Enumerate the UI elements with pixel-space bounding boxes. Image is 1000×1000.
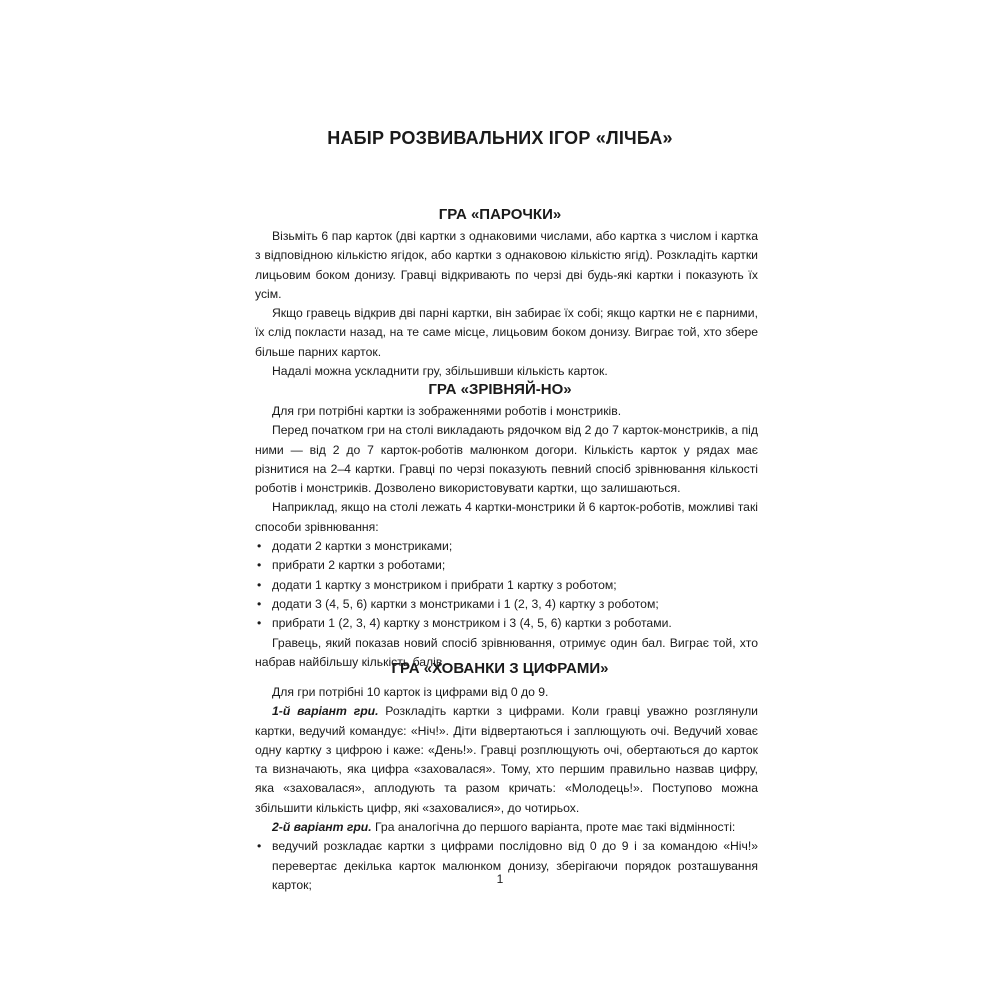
variant-1-label: 1-й варіант гри. [272,704,379,719]
list-item: • ведучий розкладає картки з цифрами послідовно від 0 до 9 і за командою «Ніч!» перевертає декілька карток малюнком донизу, зберігаючи порядок розташування карток; [257,839,758,892]
bullet-icon: • [257,616,262,631]
paragraph: Надалі можна ускладнити гру, збільшивши кількість карток. [272,364,608,379]
list-item: • додати 1 картку з монстриком і прибрати 1 картку з роботом; [255,576,758,595]
variant-1-text: Розкладіть картки з цифрами. Коли гравці уважно розглянули картки, ведучий командує: «Ніч!». Діти відвертаються і заплющують очі. Ведучий ховає одну картку з цифрою і каже: «День!». Гравці розплющують очі, обертаються до карток та визначають, яка цифра «заховалася». Тому, хто першим правильно назвав цифру, яка «заховалася», аплодують та разом кричать: «Молодець!». Поступово можна збільшити кількість цифр, які «заховалися», до чотирьох. [255,704,758,815]
paragraph-variant-2 [255,818,758,837]
page-title: НАБІР РОЗВИВАЛЬНИХ ІГОР «ЛІЧБА» [327,128,673,148]
section-body-khovanky [255,683,758,895]
paragraph: Для гри потрібні 10 карток із цифрами від 0 до 9. [272,685,549,699]
bullet-icon: • [257,577,262,592]
paragraph: Для гри потрібні картки із зображеннями роботів і монстриків. [272,404,622,418]
paragraph: Якщо гравець відкрив дві парні картки, він забирає їх собі; якщо картки не є парними, їх слід покласти назад, на те саме місце, лицьовим боком донизу. Виграє той, хто збере більше парних карток. [255,306,758,359]
paragraph: Наприклад, якщо на столі лежать 4 картки-монстрики й 6 карток-роботів, можливі такі способи зрівнювання: [255,500,758,534]
bullet-list [255,537,758,633]
section-body-parochky [255,227,758,381]
paragraph: Гравець, який показав новий спосіб зрівнювання, отримує один бал. Виграє той, хто набрав найбільшу кількість балів. [255,635,758,669]
bullet-icon: • [257,558,262,573]
section-body-zrivnyai-no [255,402,758,672]
section-heading-parochky: ГРА «ПАРОЧКИ» [438,206,562,223]
page-number: 1 [496,872,504,886]
list-item: • прибрати 1 (2, 3, 4) картку з монстриком і 3 (4, 5, 6) картки з роботами. [255,614,758,633]
paragraph-variant-1 [255,702,758,818]
bullet-icon: • [257,539,262,554]
variant-2-label: 2-й варіант гри. [272,820,372,835]
paragraph: Візьміть 6 пар карток (дві картки з однаковими числами, або картка з числом і картка з відповідною кількістю ягідок, або картки з однаковою кількістю ягід). Розкладіть картки лицьовим боком донизу. Гравці відкривають по черзі дві будь-які картки і показують їх усім. [255,229,758,301]
section-heading-zrivnyai-no: ГРА «ЗРІВНЯЙ-НО» [428,381,572,398]
list-item: • прибрати 2 картки з роботами; [255,556,758,575]
bullet-list [255,837,758,895]
section-heading-khovanky: ГРА «ХОВАНКИ З ЦИФРАМИ» [391,660,609,677]
bullet-icon: • [257,596,262,611]
list-item: • додати 3 (4, 5, 6) картки з монстриками і 1 (2, 3, 4) картку з роботом; [255,595,758,614]
paragraph: Перед початком гри на столі викладають рядочком від 2 до 7 карток-монстриків, а під ними — від 2 до 7 карток-роботів малюнком догори. Кількість карток у рядах має різнитися на 2–4 картки. Гравці по черзі показують певний спосіб зрівнювання кількості роботів і монстриків. Дозволено використовувати картки, що залишаються. [255,423,758,496]
list-item: • додати 2 картки з монстриками; [255,537,758,556]
variant-2-text: Гра аналогічна до першого варіанта, проте має такі відмінності: [371,820,736,835]
bullet-icon: • [257,839,262,854]
